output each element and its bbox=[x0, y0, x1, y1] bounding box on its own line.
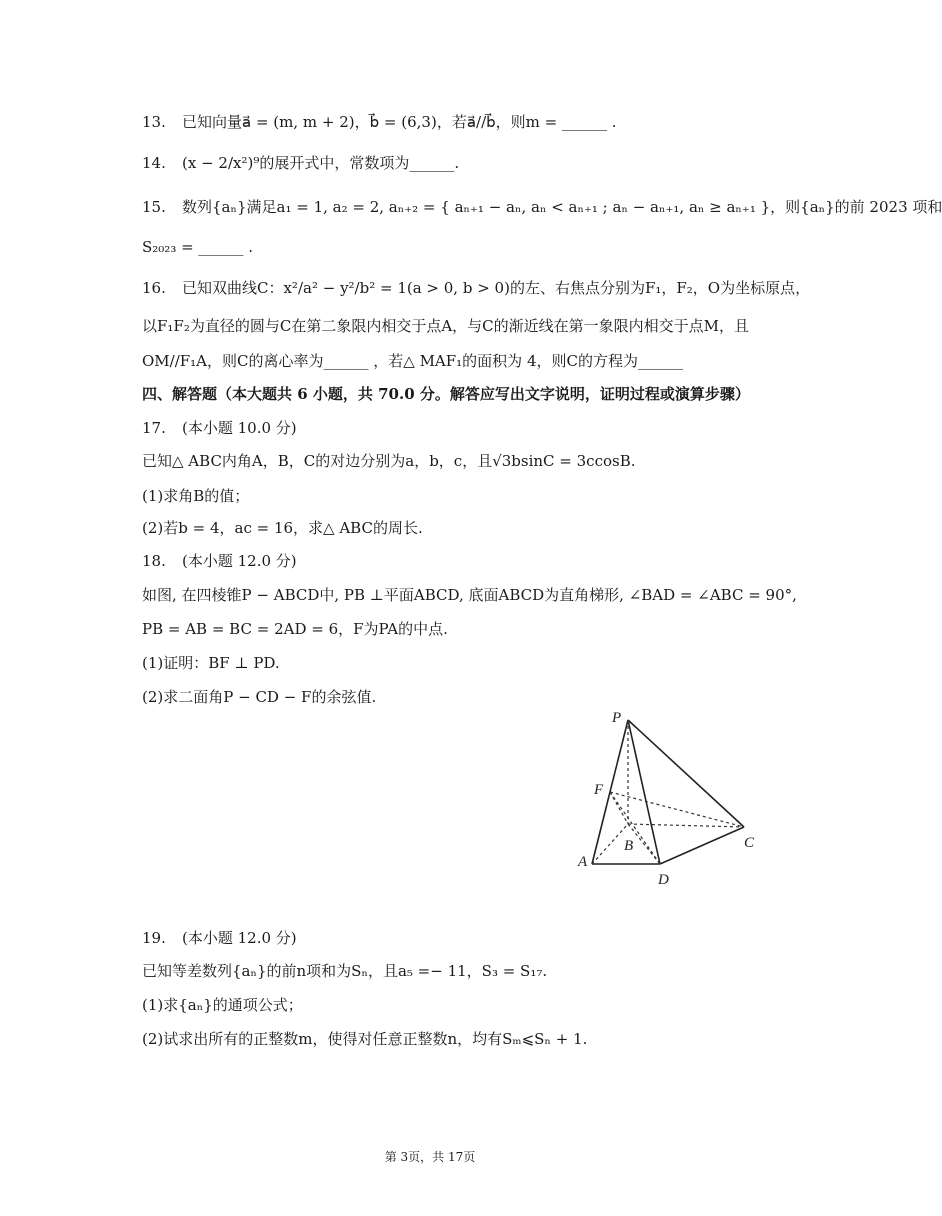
problem-16-line3 bbox=[142, 351, 683, 371]
problem-18-stem1: 如图, 在四棱锥P − ABCD中, PB ⊥平面ABCD, 底面ABCD为直角梯形, ∠BAD = ∠ABC = 90°, bbox=[142, 586, 797, 604]
section-heading: 四、解答题（本大题共 6 小题，共 70.0 分。解答应写出文字说明，证明过程或演算步骤） bbox=[142, 385, 750, 403]
problem-score: (本小题 10.0 分) bbox=[182, 419, 297, 437]
pyramid-figure bbox=[572, 702, 770, 894]
problem-text: OM//F₁A，则C的离心率为______ ，若△ MAF₁的面积为 4，则C的方程为______ bbox=[142, 352, 683, 370]
problem-number: 15. bbox=[142, 198, 166, 216]
label-A: A bbox=[578, 854, 588, 870]
problem-text: S₂₀₂₃ = ______ . bbox=[142, 238, 253, 256]
problem-number: 13. bbox=[142, 113, 166, 131]
problem-13 bbox=[142, 112, 617, 132]
label-F: F bbox=[594, 782, 604, 798]
problem-text: 已知双曲线C：x²/a² − y²/b² = 1(a > 0, b > 0)的左、右焦点分别为F₁，F₂，O为坐标原点， bbox=[182, 279, 811, 297]
problem-17-q2: (2)若b = 4，ac = 16，求△ ABC的周长. bbox=[142, 519, 423, 537]
problem-15-line2 bbox=[142, 237, 253, 257]
page-footer: 第 3页，共 17页 bbox=[384, 1150, 476, 1164]
problem-score: (本小题 12.0 分) bbox=[182, 552, 297, 570]
problem-19-header bbox=[142, 928, 297, 948]
label-B: B bbox=[624, 838, 634, 854]
problem-16 bbox=[142, 278, 810, 298]
problem-19-q1: (1)求{aₙ}的通项公式； bbox=[142, 996, 303, 1014]
problem-19-q2: (2)试求出所有的正整数m，使得对任意正整数n，均有Sₘ⩽Sₙ + 1. bbox=[142, 1030, 588, 1048]
problem-15 bbox=[142, 197, 942, 217]
problem-19-stem: 已知等差数列{aₙ}的前n项和为Sₙ，且a₅ =− 11，S₃ = S₁₇. bbox=[142, 962, 548, 980]
problem-number: 18. bbox=[142, 552, 166, 570]
problem-18-header bbox=[142, 551, 297, 571]
edge-DC bbox=[660, 827, 744, 864]
edge-BC bbox=[628, 824, 744, 827]
problem-text: 数列{aₙ}满足a₁ = 1, a₂ = 2, aₙ₊₂ = { aₙ₊₁ − aₙ, aₙ < aₙ₊₁ ; aₙ − aₙ₊₁, aₙ ≥ aₙ₊₁ }，则{aₙ}的前 2023 项和 bbox=[182, 198, 942, 216]
problem-number: 14. bbox=[142, 154, 166, 172]
edge-PC bbox=[628, 720, 744, 827]
label-P: P bbox=[612, 710, 622, 726]
problem-17-q1: (1)求角B的值； bbox=[142, 487, 250, 505]
problem-17-stem: 已知△ ABC内角A，B，C的对边分别为a，b，c，且√3bsinC = 3ccosB. bbox=[142, 452, 636, 470]
problem-number: 17. bbox=[142, 419, 166, 437]
problem-score: (本小题 12.0 分) bbox=[182, 929, 297, 947]
problem-16-line2 bbox=[142, 316, 749, 336]
label-C: C bbox=[744, 835, 755, 851]
edge-FB bbox=[610, 792, 628, 824]
problem-18-q1: (1)证明：BF ⊥ PD. bbox=[142, 654, 280, 672]
problem-18-q2: (2)求二面角P − CD − F的余弦值. bbox=[142, 688, 377, 706]
problem-number: 19. bbox=[142, 929, 166, 947]
problem-text: (x − 2/x²)⁹的展开式中，常数项为______. bbox=[182, 154, 460, 172]
problem-18-stem2: PB = AB = BC = 2AD = 6，F为PA的中点. bbox=[142, 620, 448, 638]
problem-number: 16. bbox=[142, 279, 166, 297]
label-D: D bbox=[658, 872, 669, 888]
problem-text: 已知向量a⃗ = (m, m + 2)，b⃗ = (6,3)，若a⃗//b⃗，则m = ______ . bbox=[182, 113, 617, 131]
problem-17-header bbox=[142, 418, 297, 438]
problem-14 bbox=[142, 153, 459, 173]
problem-text: 以F₁F₂为直径的圆与C在第二象限内相交于点A，与C的渐近线在第一象限内相交于点M，且 bbox=[142, 317, 749, 335]
